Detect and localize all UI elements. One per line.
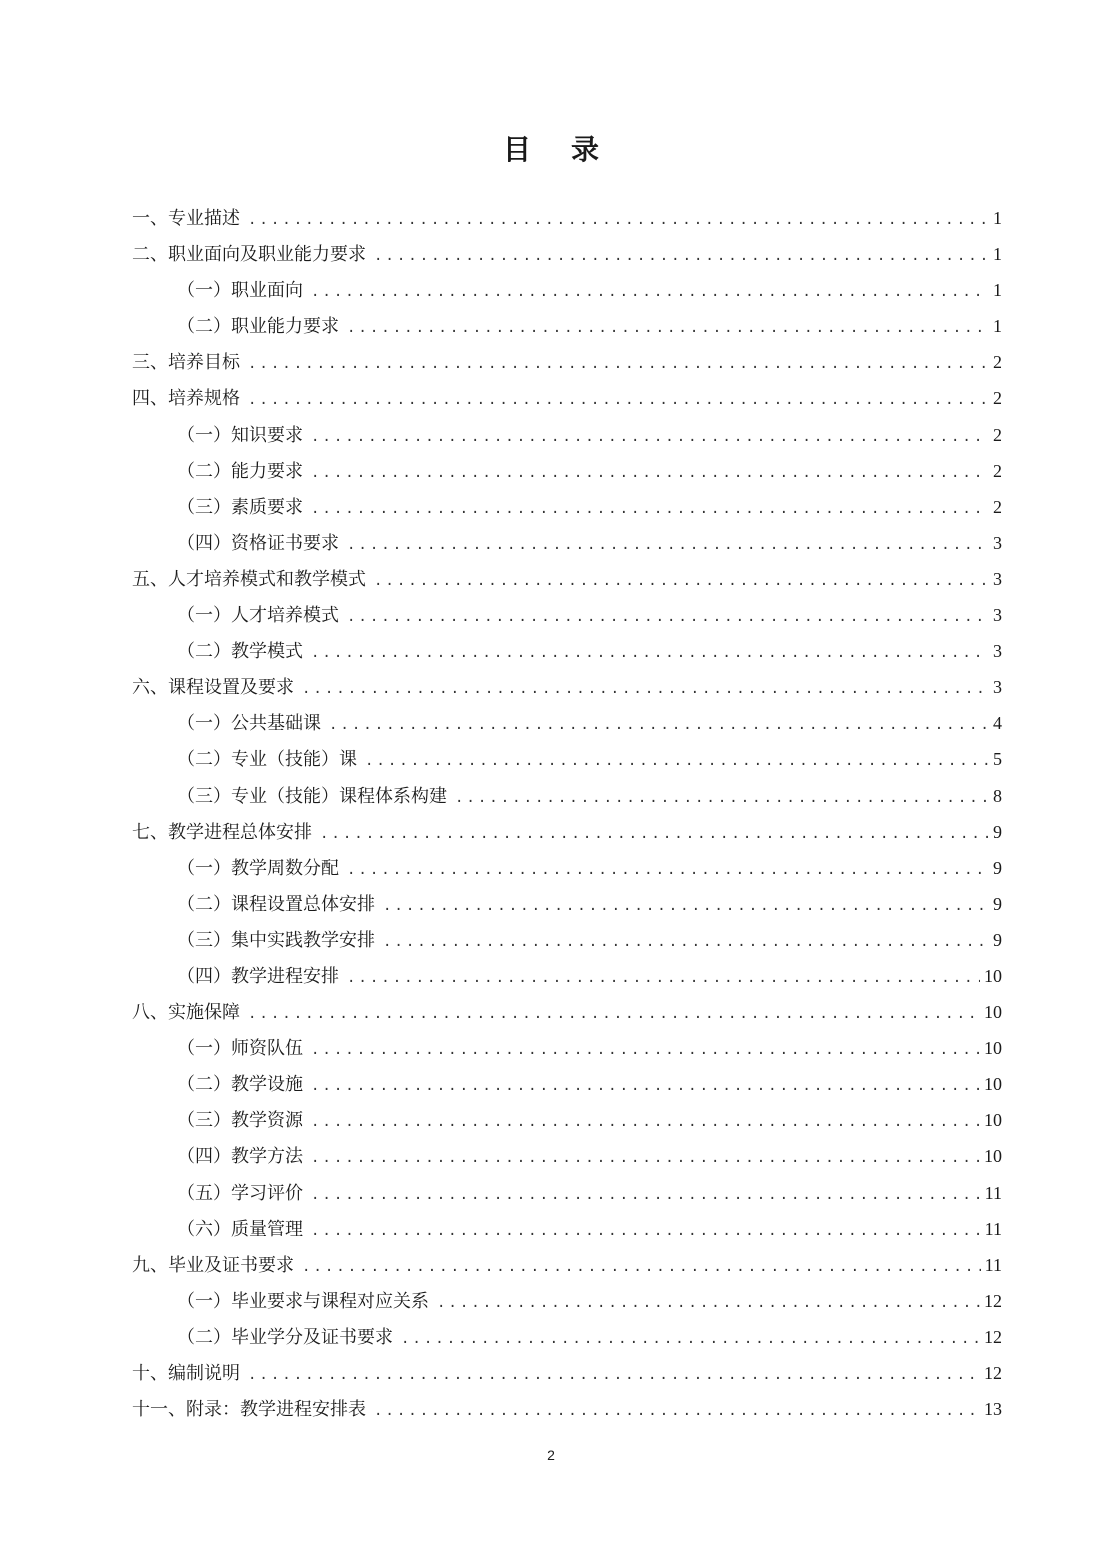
toc-entry-label: 十、编制说明 xyxy=(132,1363,240,1384)
toc-entry-label: （五）学习评价 xyxy=(177,1182,303,1204)
toc-dot-leader xyxy=(311,1213,981,1249)
toc-entry-page: 2 xyxy=(993,496,1002,517)
toc-entry-page: 9 xyxy=(993,821,1002,842)
toc-entry-page: 11 xyxy=(984,1182,1002,1203)
toc-entry[interactable] xyxy=(132,344,1002,380)
toc-entry-label: （三）素质要求 xyxy=(177,496,303,518)
toc-entry-label: （四）资格证书要求 xyxy=(177,532,339,554)
toc-entry-label: 四、培养规格 xyxy=(132,388,240,410)
toc-dot-leader xyxy=(401,1321,980,1357)
toc-dot-leader xyxy=(347,527,988,563)
toc-entry[interactable] xyxy=(132,994,1002,1030)
toc-entry-page: 13 xyxy=(984,1399,1002,1420)
toc-entry[interactable] xyxy=(132,417,1002,453)
toc-entry[interactable] xyxy=(132,1391,1002,1427)
toc-entry[interactable] xyxy=(132,272,1002,308)
toc-entry-page: 10 xyxy=(984,1110,1002,1131)
toc-entry-page: 2 xyxy=(993,352,1002,373)
toc-dot-leader xyxy=(311,1140,980,1176)
toc-dot-leader xyxy=(311,1032,980,1068)
toc-entry-label: 五、人才培养模式和教学模式 xyxy=(132,568,366,590)
toc-entry-page: 3 xyxy=(993,605,1002,626)
toc-entry-label: （三）集中实践教学安排 xyxy=(177,929,375,951)
toc-entry-page: 9 xyxy=(993,893,1002,914)
toc-entry[interactable] xyxy=(132,1138,1002,1174)
toc-dot-leader xyxy=(311,419,988,455)
page-number: 2 xyxy=(547,1447,555,1463)
toc-entry-label: （一）人才培养模式 xyxy=(177,605,339,627)
toc-entry[interactable] xyxy=(132,597,1002,633)
toc-entry-label: （一）教学周数分配 xyxy=(177,857,339,879)
toc-dot-leader xyxy=(437,1285,980,1321)
toc-entry[interactable] xyxy=(132,633,1002,669)
toc-dot-leader xyxy=(347,960,980,996)
toc-entry-page: 8 xyxy=(993,785,1002,806)
toc-dot-leader xyxy=(383,888,988,924)
toc-dot-leader xyxy=(329,707,988,743)
toc-entry[interactable] xyxy=(132,814,1002,850)
toc-entry[interactable] xyxy=(132,705,1002,741)
toc-entry-label: （四）教学进程安排 xyxy=(177,965,339,987)
toc-entry-page: 1 xyxy=(993,316,1002,337)
toc-entry-label: 十一、附录：教学进程安排表 xyxy=(132,1399,366,1421)
toc-entry-page: 5 xyxy=(993,749,1002,770)
toc-entry-label: （二）教学模式 xyxy=(177,641,303,663)
toc-entry-page: 10 xyxy=(984,965,1002,986)
toc-entry[interactable] xyxy=(132,1283,1002,1319)
toc-entry-page: 2 xyxy=(993,388,1002,409)
toc-entry[interactable] xyxy=(132,489,1002,525)
toc-entry-label: （四）教学方法 xyxy=(177,1146,303,1168)
toc-dot-leader xyxy=(374,1393,980,1429)
toc-entry-label: （二）毕业学分及证书要求 xyxy=(177,1326,393,1348)
toc-dot-leader xyxy=(365,743,988,779)
toc-entry-page: 3 xyxy=(993,532,1002,553)
toc-entry-label: （二）教学设施 xyxy=(177,1074,303,1096)
toc-entry-label: （三）专业（技能）课程体系构建 xyxy=(177,785,447,807)
toc-entry-page: 12 xyxy=(984,1363,1002,1383)
toc-entry[interactable] xyxy=(132,922,1002,958)
toc-entry-page: 12 xyxy=(984,1326,1002,1347)
toc-dot-leader xyxy=(347,599,988,635)
toc-entry[interactable] xyxy=(132,1030,1002,1066)
toc-entry-label: （六）质量管理 xyxy=(177,1218,303,1240)
table-of-contents xyxy=(132,200,1002,1427)
toc-entry[interactable] xyxy=(132,308,1002,344)
toc-entry-label: 九、毕业及证书要求 xyxy=(132,1254,294,1276)
toc-entry-page: 2 xyxy=(993,424,1002,445)
toc-entry[interactable] xyxy=(132,236,1002,272)
toc-dot-leader xyxy=(311,491,988,527)
toc-dot-leader xyxy=(374,238,988,274)
toc-dot-leader xyxy=(311,1068,980,1104)
toc-entry-page: 3 xyxy=(993,568,1002,589)
toc-dot-leader xyxy=(311,455,988,491)
toc-entry-label: （一）职业面向 xyxy=(177,280,303,302)
toc-entry-label: 三、培养目标 xyxy=(132,352,240,374)
toc-entry[interactable] xyxy=(132,850,1002,886)
toc-entry-page: 1 xyxy=(993,280,1002,301)
toc-dot-leader xyxy=(248,382,988,418)
toc-dot-leader xyxy=(248,202,988,238)
toc-dot-leader xyxy=(347,310,988,346)
toc-entry-label: （二）课程设置总体安排 xyxy=(177,893,375,915)
toc-entry-label: （三）教学资源 xyxy=(177,1110,303,1132)
toc-entry-page: 1 xyxy=(993,208,1002,228)
toc-dot-leader xyxy=(302,1249,981,1285)
toc-entry-label: （一）毕业要求与课程对应关系 xyxy=(177,1290,429,1312)
toc-entry[interactable] xyxy=(132,561,1002,597)
toc-entry[interactable] xyxy=(132,200,1002,236)
toc-entry-label: 二、职业面向及职业能力要求 xyxy=(132,244,366,266)
toc-dot-leader xyxy=(311,274,988,310)
toc-entry-page: 4 xyxy=(993,713,1002,734)
toc-entry-label: （一）师资队伍 xyxy=(177,1038,303,1060)
toc-dot-leader xyxy=(248,346,988,382)
toc-entry[interactable] xyxy=(132,1066,1002,1102)
toc-dot-leader xyxy=(248,1357,980,1393)
toc-entry[interactable] xyxy=(132,1102,1002,1138)
toc-entry-label: （二）专业（技能）课 xyxy=(177,749,357,771)
toc-entry-label: 六、课程设置及要求 xyxy=(132,677,294,699)
toc-entry-page: 2 xyxy=(993,460,1002,481)
toc-entry[interactable] xyxy=(132,453,1002,489)
toc-dot-leader xyxy=(311,1177,981,1213)
toc-entry[interactable] xyxy=(132,380,1002,416)
toc-entry[interactable] xyxy=(132,1247,1002,1283)
toc-entry[interactable] xyxy=(132,778,1002,814)
toc-dot-leader xyxy=(374,563,988,599)
toc-entry-page: 11 xyxy=(984,1254,1002,1275)
toc-entry-label: （二）能力要求 xyxy=(177,460,303,482)
toc-entry-label: （一）公共基础课 xyxy=(177,713,321,735)
toc-dot-leader xyxy=(455,780,988,816)
toc-entry-label: （二）职业能力要求 xyxy=(177,316,339,338)
toc-dot-leader xyxy=(311,1104,980,1140)
toc-entry-page: 10 xyxy=(984,1002,1002,1023)
toc-entry[interactable] xyxy=(132,886,1002,922)
page-title: 目录 xyxy=(502,133,639,166)
toc-entry-page: 10 xyxy=(984,1146,1002,1167)
toc-entry[interactable] xyxy=(132,1319,1002,1355)
toc-entry[interactable] xyxy=(132,741,1002,777)
toc-entry[interactable] xyxy=(132,525,1002,561)
toc-entry[interactable] xyxy=(132,1355,1002,1391)
toc-dot-leader xyxy=(383,924,988,960)
toc-entry[interactable] xyxy=(132,1175,1002,1211)
toc-entry-page: 1 xyxy=(993,244,1002,265)
toc-entry[interactable] xyxy=(132,1211,1002,1247)
toc-entry-page: 11 xyxy=(984,1218,1002,1239)
toc-entry-page: 9 xyxy=(993,929,1002,950)
toc-entry-page: 12 xyxy=(984,1290,1002,1311)
toc-dot-leader xyxy=(311,635,988,671)
toc-entry-page: 3 xyxy=(993,677,1002,698)
toc-entry-label: 一、专业描述 xyxy=(132,208,240,229)
toc-entry[interactable] xyxy=(132,669,1002,705)
toc-dot-leader xyxy=(320,816,988,852)
toc-entry[interactable] xyxy=(132,958,1002,994)
toc-dot-leader xyxy=(347,852,988,888)
toc-entry-label: （一）知识要求 xyxy=(177,424,303,446)
toc-entry-page: 3 xyxy=(993,641,1002,662)
toc-dot-leader xyxy=(248,996,980,1032)
toc-entry-label: 七、教学进程总体安排 xyxy=(132,821,312,843)
toc-entry-page: 10 xyxy=(984,1038,1002,1059)
toc-entry-page: 10 xyxy=(984,1074,1002,1095)
toc-entry-page: 9 xyxy=(993,857,1002,878)
toc-dot-leader xyxy=(302,671,988,707)
toc-entry-label: 八、实施保障 xyxy=(132,1002,240,1024)
